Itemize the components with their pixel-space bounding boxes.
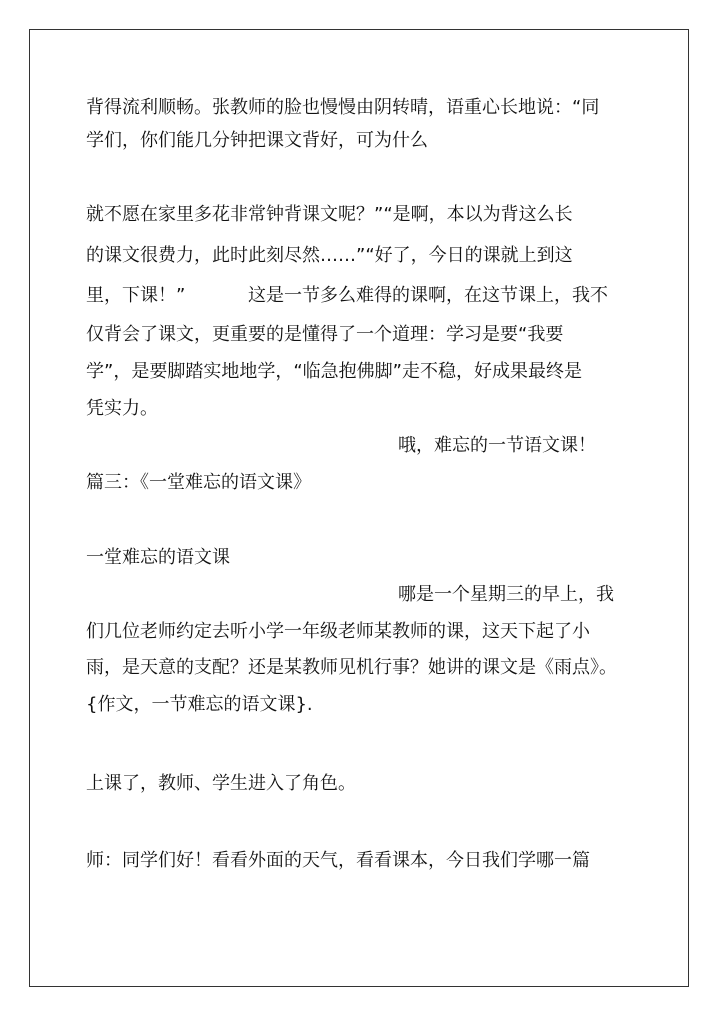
section-title: 篇三：《一堂难忘的语文课》 [86, 472, 311, 493]
text-line: {作文，一节难忘的语文课}. [86, 694, 313, 715]
text-line: 凭实力。 [86, 398, 158, 419]
text-line: 学”，是要脚踏实地地学，“临急抱佛脚”走不稳，好成果最终是 [86, 361, 582, 382]
section-subtitle: 一堂难忘的语文课 [86, 547, 230, 568]
page-border [29, 29, 689, 987]
text-line: 上课了，教师、学生进入了角色。 [86, 773, 356, 794]
text-line: 这是一节多么难得的课啊，在这节课上，我不 [248, 285, 608, 306]
text-line: 师：同学们好！看看外面的天气，看看课本，今日我们学哪一篇 [86, 850, 590, 871]
text-line: 就不愿在家里多花非常钟背课文呢？”“是啊，本以为背这么长 [86, 204, 573, 225]
text-line: 们几位老师约定去听小学一年级老师某教师的课，这天下起了小 [86, 621, 590, 642]
text-line: 的课文很费力，此时此刻尽然……”“好了，今日的课就上到这 [86, 245, 573, 266]
text-line: 背得流利顺畅。张教师的脸也慢慢由阴转晴，语重心长地说：“同 [86, 97, 600, 118]
text-line: 学们，你们能几分钟把课文背好，可为什么 [86, 130, 428, 151]
text-line: 哦，难忘的一节语文课！ [398, 435, 596, 456]
text-line: 里，下课！” [86, 285, 186, 306]
text-line: 仅背会了课文，更重要的是懂得了一个道理：学习是要“我要 [86, 324, 564, 345]
text-line: 哪是一个星期三的早上，我 [398, 584, 614, 605]
text-line: 雨，是天意的支配？还是某教师见机行事？她讲的课文是《雨点》。 [86, 657, 617, 678]
